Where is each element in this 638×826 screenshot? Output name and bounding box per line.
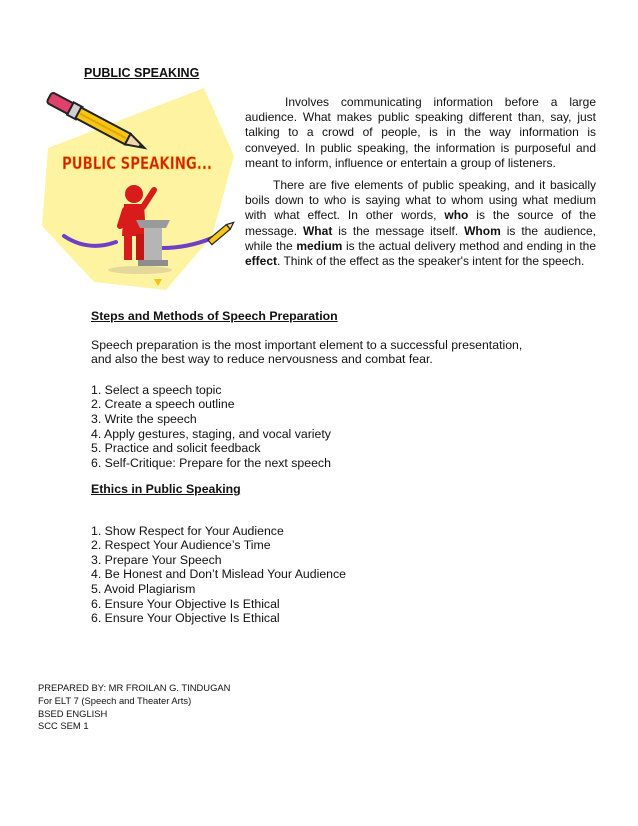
list-item: 4. Be Honest and Don’t Mislead Your Audience (91, 567, 346, 582)
footer-program: BSED ENGLISH (38, 707, 108, 719)
list-item: 4. Apply gestures, staging, and vocal variety (91, 426, 331, 441)
list-item: 3. Prepare Your Speech (91, 552, 222, 567)
steps-heading: Steps and Methods of Speech Preparation (91, 309, 338, 323)
text-run: is the message itself. (332, 223, 465, 238)
public-speaking-illustration (36, 86, 246, 294)
intro-text (245, 95, 596, 269)
bold-term-medium: medium (296, 238, 343, 253)
intro-paragraph-1: Involves communicating information before a large audience. What makes public speaking different than, say, just talking to a crowd of people, is in the way information is conveyed. In public speaking, the information is purposeful and meant to inform, influence or entertain a group of listeners. (245, 95, 596, 170)
intro-paragraph-2 (245, 178, 596, 269)
list-item: 1. Show Respect for Your Audience (91, 523, 284, 538)
text-run: is the actual delivery method and ending in the (342, 238, 596, 253)
footer (38, 682, 230, 733)
ethics-section (91, 482, 591, 626)
list-item: 6. Ensure Your Objective Is Ethical (91, 596, 280, 611)
text-run: is the source of the message. (245, 208, 596, 238)
bold-term-what: What (302, 223, 333, 238)
list-item: 2. Respect Your Audience’s Time (91, 538, 271, 553)
footer-semester: SCC SEM 1 (38, 720, 89, 732)
ethics-list (91, 524, 591, 626)
text-run: There are five elements of public speaking, and it basically boils down to who is saying what to whom using what medium with what effect. In other words, (245, 178, 596, 223)
illustration-banner-text: PUBLIC SPEAKING... (62, 154, 212, 174)
bold-term-who: who (444, 208, 469, 223)
ethics-heading: Ethics in Public Speaking (91, 482, 241, 496)
bold-term-effect: effect (245, 254, 278, 269)
list-item: 6. Ensure Your Objective Is Ethical (91, 611, 280, 626)
list-item: 2. Create a speech outline (91, 397, 235, 412)
page-title: PUBLIC SPEAKING (84, 66, 200, 80)
list-item: 5. Avoid Plagiarism (91, 581, 196, 596)
steps-section (91, 309, 591, 470)
list-item: 5. Practice and solicit feedback (91, 441, 261, 456)
list-item: 6. Self-Critique: Prepare for the next speech (91, 455, 331, 470)
steps-description: Speech preparation is the most important element to a successful presentation, and also the best way to reduce nervousness and combat fear. (91, 337, 523, 367)
text-run: is the audience, while the (245, 223, 597, 253)
steps-list (91, 383, 591, 471)
bold-term-whom: Whom (464, 223, 501, 238)
list-item: 3. Write the speech (91, 411, 197, 426)
footer-course: For ELT 7 (Speech and Theater Arts) (38, 694, 192, 706)
list-item: 1. Select a speech topic (91, 382, 222, 397)
footer-prepared-by: PREPARED BY: MR FROILAN G. TINDUGAN (38, 682, 231, 693)
text-run: . Think of the effect as the speaker's intent for the speech. (277, 254, 585, 269)
